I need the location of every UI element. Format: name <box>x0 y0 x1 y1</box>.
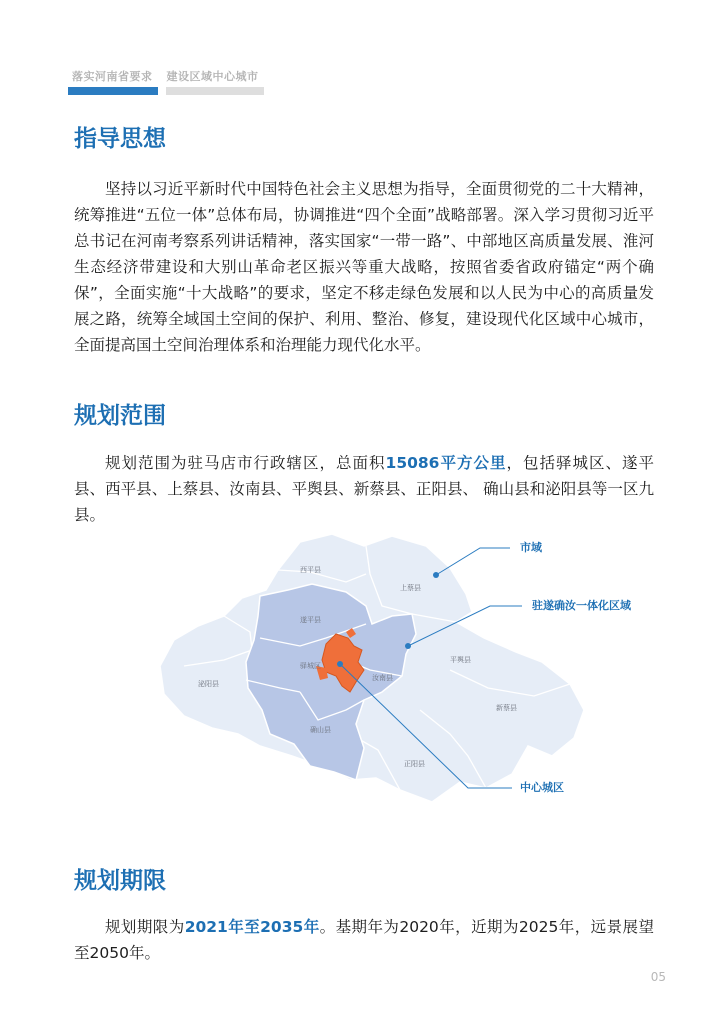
guiding-ideology-paragraph: 坚持以习近平新时代中国特色社会主义思想为指导，全面贯彻党的二十大精神，统筹推进“五位一体”总体布局，协调推进“四个全面”战略部署。深入学习贯彻习近平总书记在河南考察系列讲话精神，落实国家“一带一路”、中部地区高质量发展、淮河生态经济带建设和大别山革命老区振兴等重大战略，按照省委省政府锚定“两个确保”，全面实施“十大战略”的要求，坚定不移走绿色发展和以人民为中心的高质量发展之路，统筹全域国土空间的保护、利用、整治、修复，建设现代化区域中心城市，全面提高国土空间治理体系和治理能力现代化水平。 <box>74 180 654 354</box>
county-label-runan: 汝南县 <box>372 674 393 682</box>
section-title-planning-scope: 规划范围 <box>74 403 166 429</box>
leader-dot-integrated <box>405 643 411 649</box>
header-left-text: 落实河南省要求 <box>72 70 153 83</box>
header-breadcrumb <box>72 68 259 84</box>
legend-label-central: 中心城区 <box>520 781 564 794</box>
scope-area-highlight: 15086平方公里 <box>385 454 507 472</box>
leader-dot-central <box>337 661 343 667</box>
page-number: 05 <box>650 970 666 984</box>
county-label-xiping: 西平县 <box>300 566 321 574</box>
scope-text-before: 规划范围为驻马店市行政辖区，总面积 <box>105 454 386 472</box>
county-label-queshan: 确山县 <box>310 726 331 734</box>
map-svg <box>150 520 670 840</box>
planning-period-paragraph <box>74 914 654 966</box>
county-label-xincai: 新蔡县 <box>496 704 517 712</box>
county-label-pingyu: 平舆县 <box>450 656 471 664</box>
county-label-zhengyang: 正阳县 <box>404 760 425 768</box>
header-bar-inactive <box>166 87 264 95</box>
period-text-before: 规划期限为 <box>105 918 185 936</box>
scope-text-after: ，包括驿城区、遂平县、西平县、上蔡县、汝南县、平舆县、新蔡县、正阳县、 确山县和泌阳县等一区九县。 <box>74 454 654 524</box>
county-label-suiping: 遂平县 <box>300 616 321 624</box>
section-title-guiding-ideology: 指导思想 <box>74 126 166 152</box>
period-highlight: 2021年至2035年 <box>184 918 320 936</box>
legend-label-integrated: 驻遂确汝一体化区域 <box>532 599 631 612</box>
county-label-shangcai: 上蔡县 <box>400 584 421 592</box>
county-label-biyang: 泌阳县 <box>198 680 219 688</box>
header-right-text: 建设区域中心城市 <box>166 70 259 83</box>
header-bar-active <box>68 87 158 95</box>
leader-dot-city <box>433 572 439 578</box>
legend-label-city: 市域 <box>520 541 542 554</box>
planning-scope-paragraph <box>74 450 654 528</box>
zhumadian-map <box>150 520 670 840</box>
period-text-after: 。基期年为2020年，近期为2025年，远景展望至2050年。 <box>74 918 654 962</box>
county-label-yicheng: 驿城区 <box>300 662 321 670</box>
section-title-planning-period: 规划期限 <box>74 868 166 894</box>
